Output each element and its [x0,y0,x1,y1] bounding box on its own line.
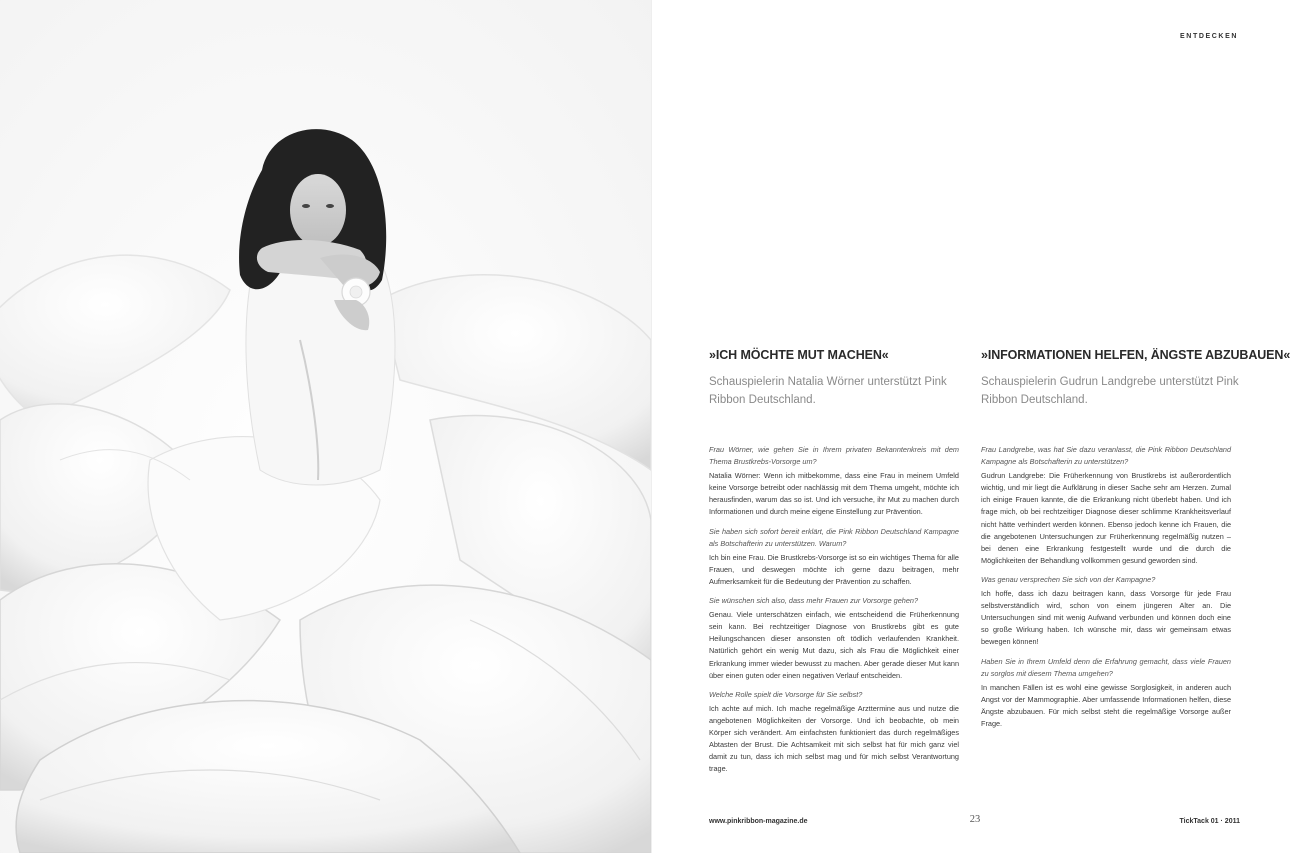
page-number: 23 [969,814,981,825]
interview-answer: Genau. Viele unterschätzen einfach, wie entscheidend die Früherkennung sein kann. Bei rechtzeitiger Diagnose von Brustkrebs gibt es gute Heilungschancen dieser ansonsten oft tödlich verlaufenden Krankheit. Natürlich gehört ein wenig Mut dazu, sich als Frau die Möglichkeit einer Erkrankung immer wieder bewusst zu machen. Aber gerade dieser Mut kann über einen guten oder einen negativen Verlauf entscheiden. [709,610,959,680]
cover-photo [0,0,651,853]
article-left-headline: »ICH MÖCHTE MUT MACHEN« [709,348,889,362]
woman-in-white-gown-image [0,0,651,853]
article-right-header [981,348,1291,409]
interview-answer: Ich bin eine Frau. Die Brustkrebs-Vorsorge ist so ein wichtiges Thema für alle Frauen, und deswegen möchte ich gerne dazu beitragen, mehr Aufmerksamkeit für die Bedeutung der Prävention zu schaffen. [709,552,959,586]
article-right-subhead: Schauspielerin Gudrun Landgrebe unterstützt Pink Ribbon Deutschland. [981,376,1239,406]
footer-website-link[interactable]: www.pinkribbon-magazine.de [709,818,808,825]
article-right-body [981,444,1231,737]
article-right-headline: »INFORMATIONEN HELFEN, ÄNGSTE ABZUBAUEN« [981,348,1291,362]
article-left-subhead: Schauspielerin Natalia Wörner unterstützt Pink Ribbon Deutschland. [709,376,947,406]
interview-answer: Natalia Wörner: Wenn ich mitbekomme, dass eine Frau in meinem Umfeld keine Vorsorge betreibt oder nachlässig mit dem Thema umgeht, möchte ich herausfinden, warum das so ist. Und ich versuche, ihr Mut zu machen durch Informationen und durch meine eigene Einstellung zur Prävention. [709,471,959,517]
interview-question: Welche Rolle spielt die Vorsorge für Sie selbst? [709,689,863,699]
page-spine [651,0,652,853]
interview-question: Sie haben sich sofort bereit erklärt, die Pink Ribbon Deutschland Kampagne als Botschafterin zu unterstützen. Warum? [709,526,959,548]
article-left-header [709,348,959,409]
interview-answer: Ich achte auf mich. Ich mache regelmäßige Arzttermine aus und nutze die angebotenen Möglichkeiten der Vorsorge. Und ich beobachte, ob mein Körper sich verändert. Am einfachsten funktioniert das durch regelmäßiges Abtasten der Brust. Die Achtsamkeit mit sich selbst hat für mich ganz viel damit zu tun, dass ich mich selbst mag und für mich selbst Verantwortung trage. [709,703,959,774]
interview-question: Haben Sie in Ihrem Umfeld denn die Erfahrung gemacht, dass viele Frauen zu sorglos mit diesem Thema umgehen? [981,656,1231,678]
interview-answer: Ich hoffe, dass ich dazu beitragen kann, dass Vorsorge für jede Frau selbstverständlich wird, schon von einem jüngeren Alter an. Die Untersuchungen sind mit wenig Aufwand verbunden und können doch eine so große Wirkung haben. Ich wünsche mir, dass wir gemeinsam etwas bewegen können! [981,589,1231,647]
interview-question: Frau Landgrebe, was hat Sie dazu veranlasst, die Pink Ribbon Deutschland Kampagne als Botschafterin zu unterstützen? [981,445,1231,467]
issue-label: TickTack 01 · 2011 [1179,818,1240,825]
interview-question: Was genau versprechen Sie sich von der Kampagne? [981,574,1156,584]
section-label: ENTDECKEN [1180,33,1238,40]
interview-answer: In manchen Fällen ist es wohl eine gewisse Sorglosigkeit, in anderen auch Angst vor der Mammographie. Aber umfassende Informationen helfen, diese Ängste abzubauen. Für mich selbst steht die regelmäßige Vorsorge außer Frage. [981,682,1231,728]
article-left-body [709,444,959,782]
interview-question: Sie wünschen sich also, dass mehr Frauen zur Vorsorge gehen? [709,596,919,606]
interview-question: Frau Wörner, wie gehen Sie in Ihrem privaten Bekanntenkreis mit dem Thema Brustkrebs-Vorsorge um? [709,445,959,467]
interview-answer: Gudrun Landgrebe: Die Früherkennung von Brustkrebs ist außerordentlich wichtig, und mir liegt die Aufklärung in dieser Sache sehr am Herzen. Zumal ich einige Frauen kannte, die die Erkrankung nicht überlebt haben. Und ich frage mich, ob bei rechtzeitiger Diagnose dieser schlimme Krankheitsverlauf nicht hätte verhindert werden können. Ebenso jedoch kenne ich Frauen, die die angebotenen Untersuchungen zur Früherkennung regelmäßig nutzen – bei denen eine Erkrankung festgestellt wurde und die durch die Möglichkeiten der Behandlung vollkommen gesund geworden sind. [981,471,1231,565]
